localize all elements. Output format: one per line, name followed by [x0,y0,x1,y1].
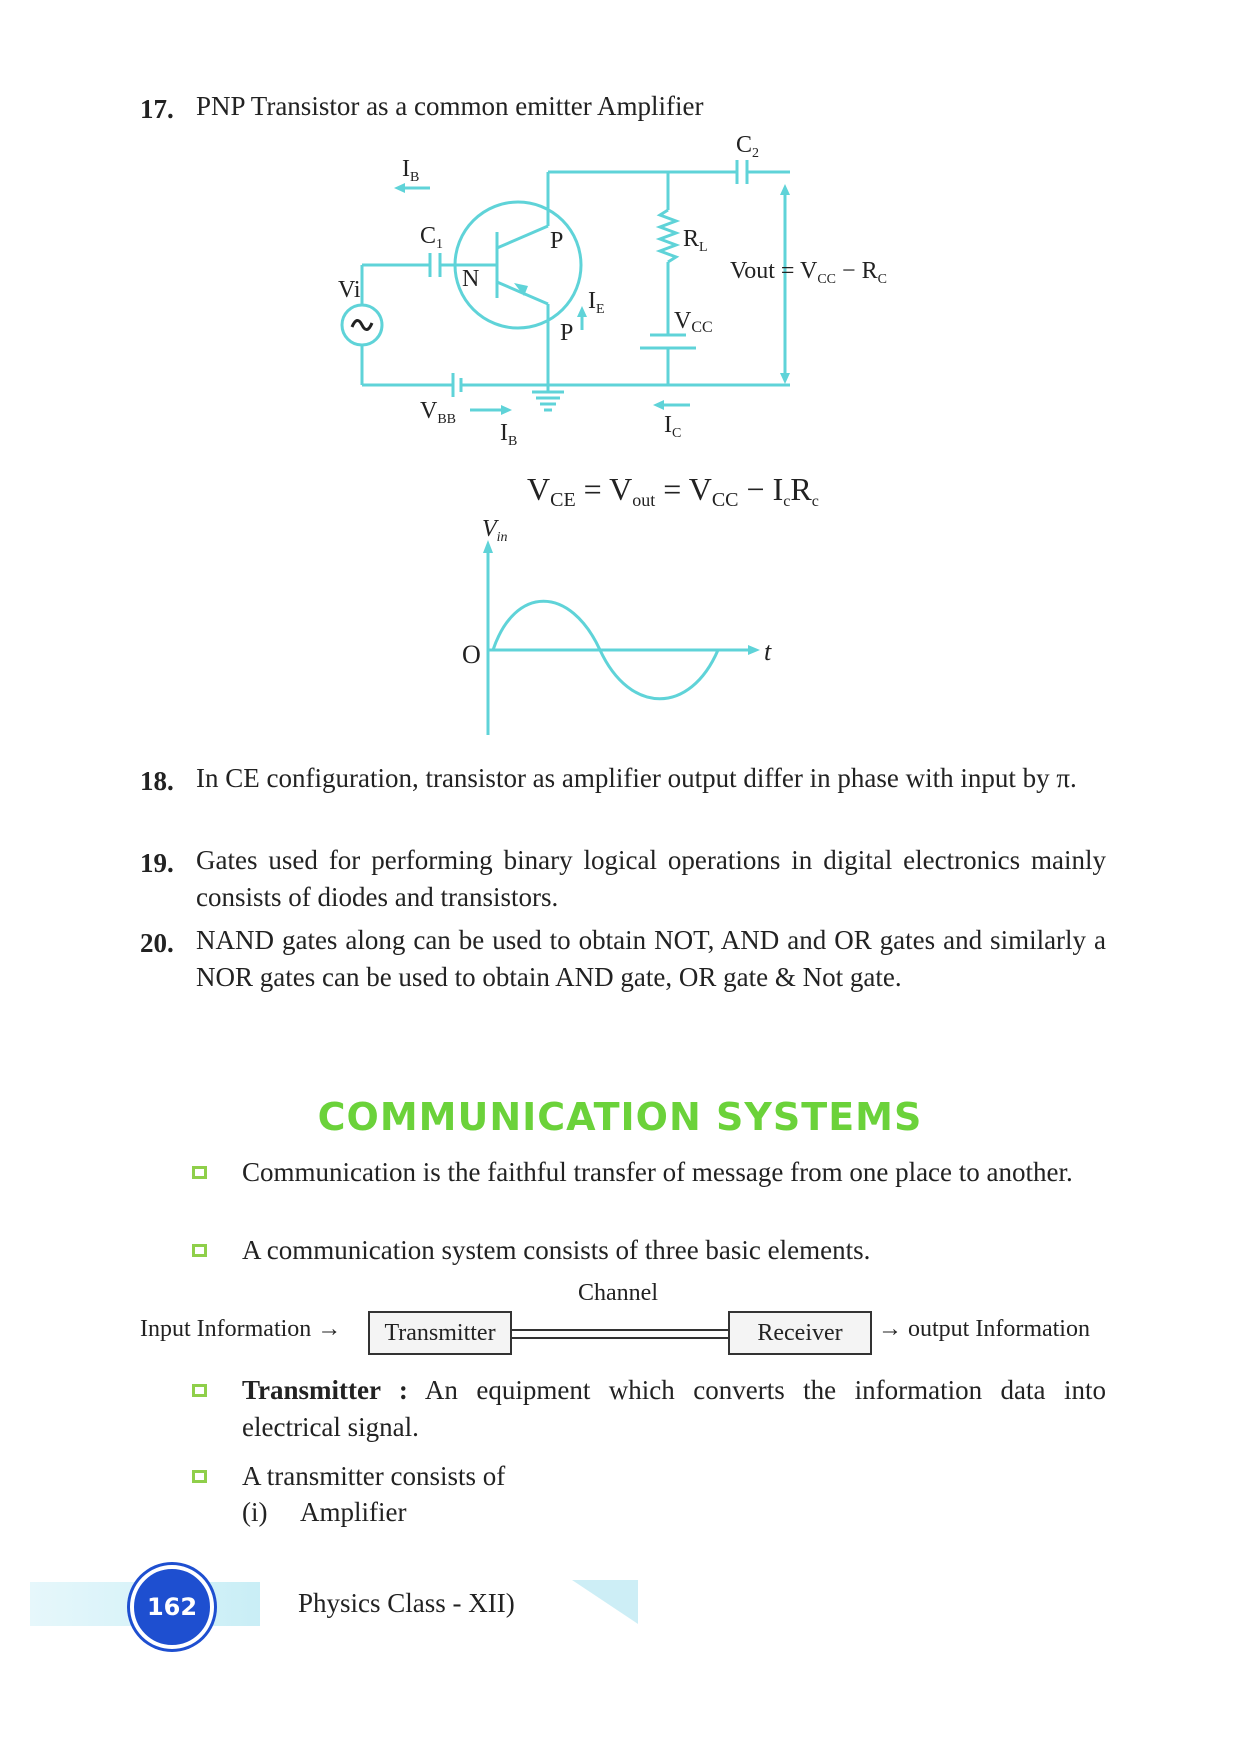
bullet-three-elements: A communication system consists of three basic elements. [242,1235,871,1265]
bullet-transmitter-definition [242,1372,1106,1446]
svg-text:N: N [462,266,480,292]
checkbox-bullet-icon [192,1384,207,1397]
item-18-number: 18. [140,766,174,796]
svg-text:O: O [462,640,481,669]
svg-text:C1: $C_1$ [420,223,444,252]
svg-text:Vout = VCC − RC: Vout = $V_{CC} - R_C$ [730,258,887,287]
item-19-text: Gates used for performing binary logical operations in digital electronics mainly consists of diodes and transistors. [196,845,1106,912]
svg-text:P: P [550,228,564,254]
svg-text:IB: $I_B$ [402,156,420,185]
svg-text:VCC: VCC [674,308,713,336]
vce-equation: VCE = Vout = VCC − IcRc [527,471,819,511]
svg-text:RL: $R_L$ [683,226,708,255]
subitem-number: (i) [242,1497,268,1527]
svg-text:VBB: $V_{BB}$ [420,398,457,427]
section-heading: COMMUNICATION SYSTEMS [317,1095,923,1139]
item-19-number: 19. [140,848,174,878]
page-number: 162 [146,1593,198,1621]
svg-text:IC: $I_C$ [664,412,682,441]
item-17-number: 17. [140,94,174,124]
bullet-communication-definition: Communication is the faithful transfer of message from one place to another. [242,1157,1073,1187]
transmitter-box: Transmitter [368,1311,512,1355]
transmitter-definition-text: An equipment which converts the information data into electrical signal. [242,1375,1106,1442]
svg-text:Vin: $V_{in}$ [482,516,508,545]
pnp-amplifier-circuit [0,0,1240,760]
input-information-label: Input Information → [140,1316,342,1342]
bullet-transmitter-consists: A transmitter consists of [242,1461,506,1491]
svg-text:t: t [764,637,772,666]
svg-text:P: P [560,320,574,346]
checkbox-bullet-icon [192,1244,207,1257]
checkbox-bullet-icon [192,1470,207,1483]
footer-decoration [572,1580,638,1624]
receiver-box: Receiver [728,1311,872,1355]
svg-text:C2: $C_2$ [736,132,760,161]
svg-text:IE: $I_E$ [588,288,605,317]
subitem-amplifier: Amplifier [300,1497,407,1527]
channel-label: Channel [578,1280,658,1306]
checkbox-bullet-icon [192,1166,207,1179]
output-information-label: → output Information [878,1316,1090,1342]
footer-title: Physics Class - XII) [298,1588,515,1618]
item-20-number: 20. [140,928,174,958]
item-18-text: In CE configuration, transistor as amplifier output differ in phase with input by π. [196,763,1077,793]
svg-text:Vi: Vi [338,277,361,303]
svg-text:IB: $I_B$ [500,420,518,449]
transmitter-term: Transmitter : [242,1375,408,1405]
item-17-text: PNP Transistor as a common emitter Amplifier [196,91,704,121]
page-number-badge [130,1565,214,1649]
channel-line [512,1329,728,1339]
item-20-text: NAND gates along can be used to obtain NOT, AND and OR gates and similarly a NOR gates can be used to obtain AND gate, OR gate & Not gate. [196,925,1106,992]
